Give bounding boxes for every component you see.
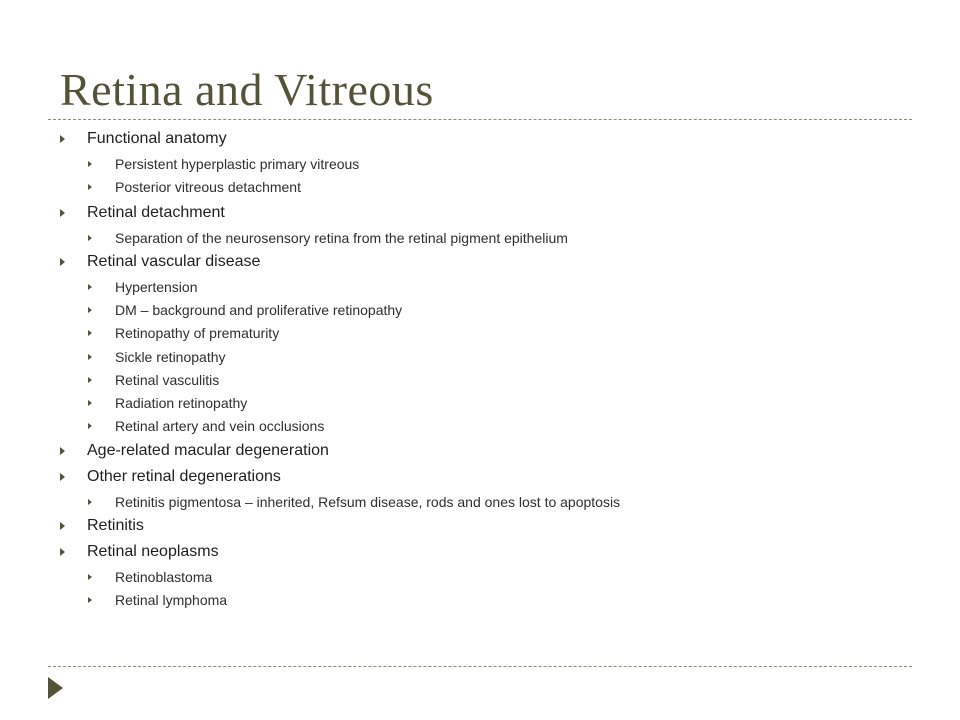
sub-bullet-text: Hypertension [115,279,198,295]
right-triangle-bullet-icon [88,307,92,313]
right-triangle-bullet-icon [88,499,92,505]
sub-bullet-text: Retinal lymphoma [115,592,228,609]
bullet-item [60,466,281,488]
bullet-text: Retinitis [87,517,144,534]
sub-bullet-item [88,228,568,248]
sub-bullet-item [88,393,247,413]
sub-bullet-item [88,590,227,610]
right-triangle-bullet-icon [88,423,92,429]
bullet-item [60,440,329,462]
right-triangle-bullet-icon [88,574,92,580]
bullet-text: Age-related macular degeneration [87,442,329,459]
bullet-text: Retinal detachment [87,204,225,221]
bullet-item [60,515,144,537]
bullet-item [60,251,260,273]
bullet-item [60,541,219,563]
sub-bullet-item [88,154,359,174]
sub-bullet-text: Separation of the neurosensory retina from the retinal pigment epithelium [115,230,568,246]
sub-bullet-item [88,347,226,367]
bullet-item [60,128,227,150]
sub-bullet-text: Persistent hyperplastic primary vitreous [115,156,360,172]
bullet-item [60,202,225,224]
right-triangle-bullet-icon [88,235,92,241]
right-triangle-bullet-icon [88,330,92,336]
title-divider [48,119,912,120]
right-triangle-bullet-icon [88,400,92,406]
right-triangle-bullet-icon [88,354,92,360]
right-triangle-bullet-icon [60,209,65,217]
sub-bullet-item [88,277,198,297]
right-triangle-bullet-icon [60,258,65,266]
sub-bullet-text: Retinopathy of prematurity [115,325,280,342]
right-triangle-bullet-icon [60,447,65,455]
right-triangle-bullet-icon [88,284,92,290]
right-triangle-bullet-icon [60,473,65,481]
sub-bullet-text: Retinal artery and vein occlusions [115,418,325,435]
sub-bullet-item [88,416,324,436]
right-triangle-bullet-icon [88,377,92,383]
sub-bullet-text: Posterior vitreous detachment [115,179,301,196]
sub-bullet-text: Sickle retinopathy [115,348,226,365]
right-triangle-marker-icon [48,677,63,699]
slide-title: Retina and Vitreous [60,64,434,115]
right-triangle-bullet-icon [60,548,65,556]
sub-bullet-text: Retinal vasculitis [115,371,220,388]
sub-bullet-text: Radiation retinopathy [115,395,248,411]
sub-bullet-text: Retinitis pigmentosa – inherited, Refsum disease, rods and ones lost to apoptosis [115,494,621,510]
right-triangle-bullet-icon [88,597,92,603]
bullet-text: Other retinal degenerations [87,468,281,485]
sub-bullet-item [88,177,301,197]
sub-bullet-text: Retinoblastoma [115,569,213,585]
sub-bullet-text: DM – background and proliferative retinopathy [115,302,403,319]
bullet-text: Retinal vascular disease [87,253,261,270]
sub-bullet-item [88,567,212,587]
sub-bullet-item [88,323,279,343]
right-triangle-bullet-icon [60,135,65,143]
bullet-text: Retinal neoplasms [87,543,219,560]
sub-bullet-item [88,370,219,390]
right-triangle-bullet-icon [88,161,92,167]
right-triangle-bullet-icon [60,522,65,530]
sub-bullet-item [88,492,620,512]
footer-divider [48,666,912,667]
right-triangle-bullet-icon [88,184,92,190]
sub-bullet-item [88,300,402,320]
bullet-text: Functional anatomy [87,130,227,147]
